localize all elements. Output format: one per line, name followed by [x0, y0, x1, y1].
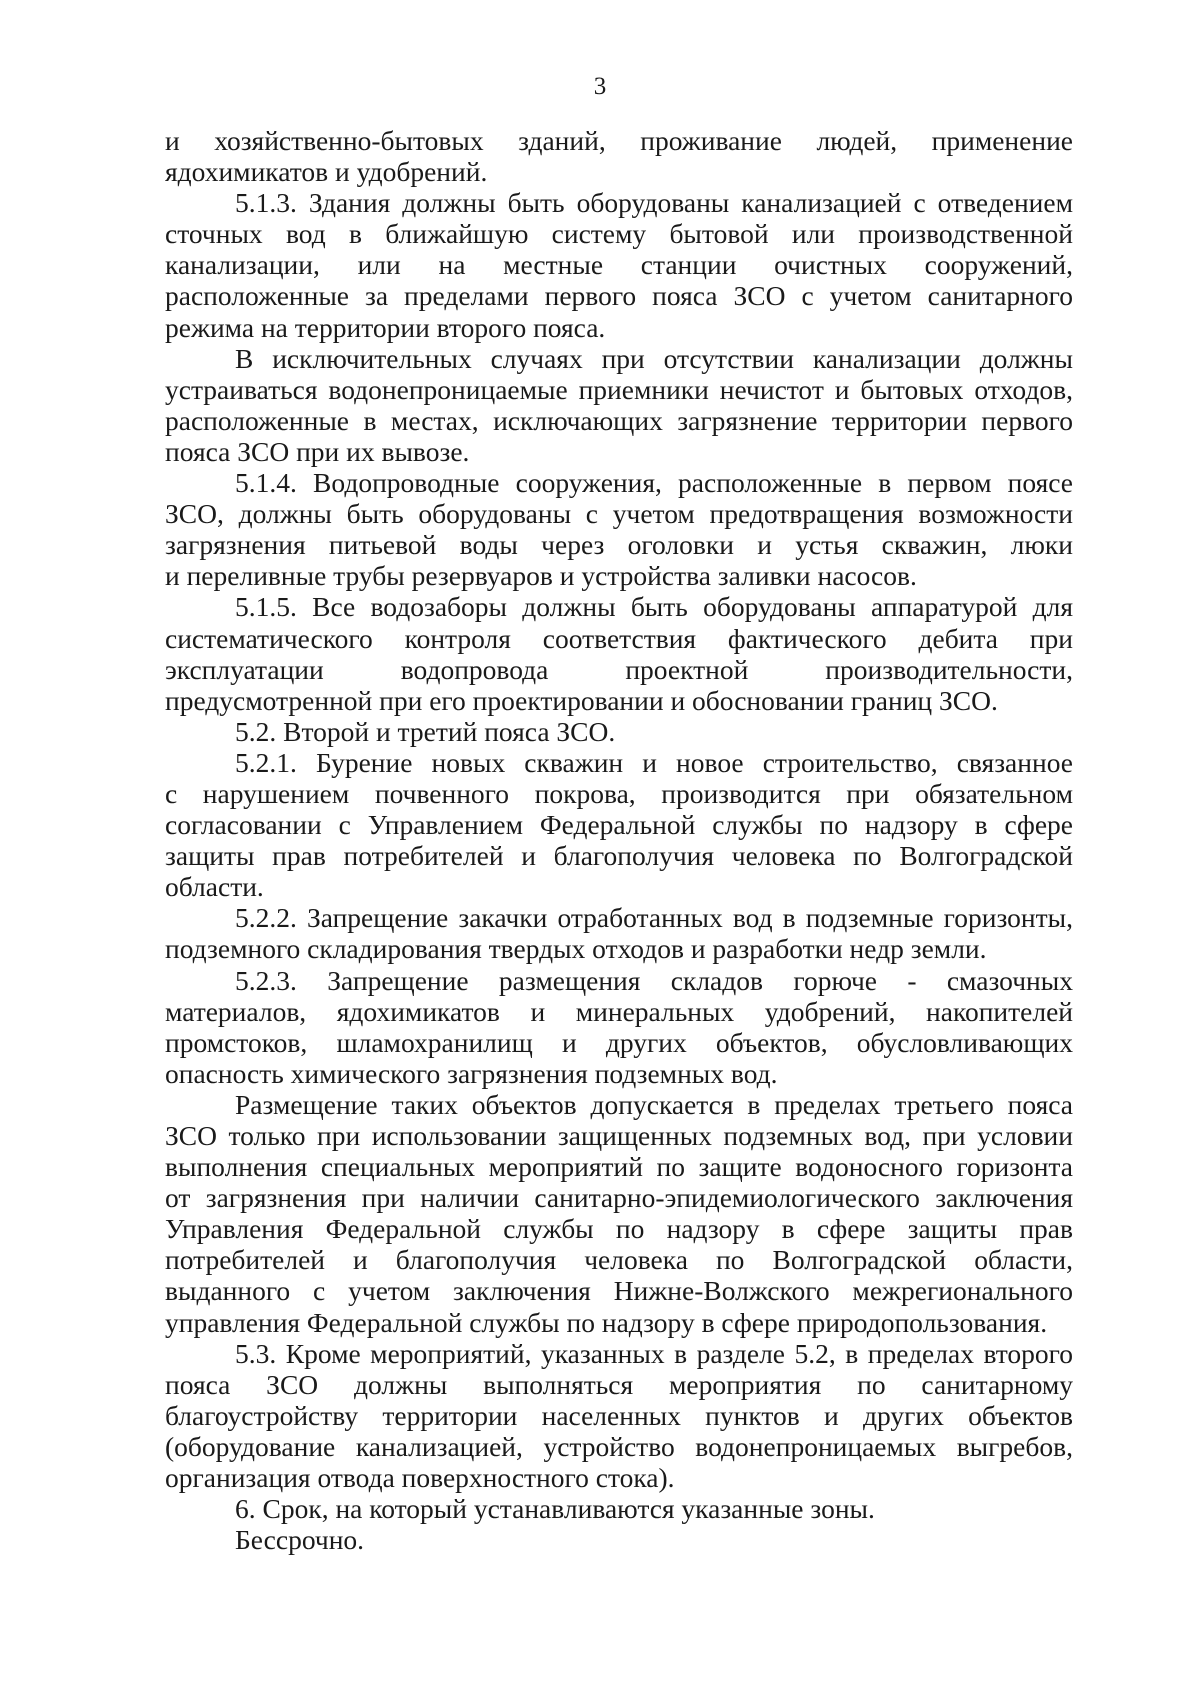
text-line: 5.2. Второй и третий пояса ЗСО.: [235, 715, 616, 747]
text-line: ядохимикатов и удобрений.: [165, 156, 488, 188]
text-line: расположенные в местах, исключающих загрязнение территории первого: [165, 404, 1073, 436]
text-line: от загрязнения при наличии санитарно-эпидемиологического заключения: [165, 1182, 1073, 1214]
text-line: предусмотренной при его проектировании и обосновании границ ЗСО.: [165, 684, 998, 716]
text-line: (оборудование канализацией, устройство водонепроницаемых выгребов,: [165, 1430, 1073, 1462]
text-line: управления Федеральной службы по надзору в сфере природопользования.: [165, 1306, 1048, 1338]
text-line: благоустройству территории населенных пунктов и других объектов: [165, 1399, 1073, 1431]
text-line: 5.3. Кроме мероприятий, указанных в разделе 5.2, в пределах второго: [235, 1337, 1073, 1369]
text-line: Управления Федеральной службы по надзору в сфере защиты прав: [165, 1213, 1073, 1245]
text-line: потребителей и благополучия человека по Волгоградской области,: [165, 1244, 1073, 1276]
text-line: ЗСО, должны быть оборудованы с учетом предотвращения возможности: [165, 498, 1073, 530]
text-line: выданного с учетом заключения Нижне-Волжского межрегионального: [165, 1275, 1073, 1307]
text-line: устраиваться водонепроницаемые приемники нечистот и бытовых отходов,: [165, 373, 1073, 405]
text-line: 5.2.2. Запрещение закачки отработанных вод в подземные горизонты,: [235, 902, 1073, 934]
text-line: режима на территории второго пояса.: [165, 311, 606, 343]
text-line: согласовании с Управлением Федеральной службы по надзору в сфере: [165, 809, 1073, 841]
text-line: промстоков, шламохранилищ и других объектов, обусловливающих: [165, 1026, 1073, 1058]
text-line: подземного складирования твердых отходов и разработки недр земли.: [165, 933, 987, 965]
text-line: защиты прав потребителей и благополучия человека по Волгоградской: [165, 840, 1073, 872]
text-line: ЗСО только при использовании защищенных подземных вод, при условии: [165, 1120, 1073, 1151]
document-body: [165, 125, 1073, 1555]
text-line: 5.2.3. Запрещение размещения складов горюче - смазочных: [235, 964, 1073, 996]
text-line: Размещение таких объектов допускается в пределах третьего пояса: [235, 1088, 1073, 1120]
text-line: материалов, ядохимикатов и минеральных удобрений, накопителей: [165, 995, 1073, 1027]
text-line: и переливные трубы резервуаров и устройства заливки насосов.: [165, 560, 917, 592]
text-line: сточных вод в ближайшую систему бытовой или производственной: [165, 218, 1073, 250]
text-line: В исключительных случаях при отсутствии канализации должны: [235, 342, 1073, 374]
page-number: 3: [593, 73, 607, 100]
text-line: опасность химического загрязнения подземных вод.: [165, 1057, 778, 1089]
text-line: 5.2.1. Бурение новых скважин и новое строительство, связанное: [235, 746, 1073, 778]
text-line: систематического контроля соответствия фактического дебита при: [165, 622, 1073, 654]
text-line: 5.1.3. Здания должны быть оборудованы канализацией с отведением: [235, 187, 1073, 219]
text-line: организация отвода поверхностного стока).: [165, 1462, 675, 1494]
text-line: 5.1.5. Все водозаборы должны быть оборудованы аппаратурой для: [235, 591, 1073, 623]
text-line: области.: [165, 871, 264, 903]
text-line: выполнения специальных мероприятий по защите водоносного горизонта: [165, 1151, 1073, 1183]
text-line: загрязнения питьевой воды через оголовки и устья скважин, люки: [165, 529, 1073, 561]
text-line: Бессрочно.: [235, 1524, 365, 1556]
text-line: пояса ЗСО должны выполняться мероприятия по санитарному: [165, 1368, 1073, 1400]
text-line: канализации, или на местные станции очистных сооружений,: [165, 249, 1073, 281]
text-line: с нарушением почвенного покрова, производится при обязательном: [165, 777, 1073, 809]
text-line: расположенные за пределами первого пояса ЗСО с учетом санитарного: [165, 280, 1073, 312]
text-line: 6. Срок, на который устанавливаются указанные зоны.: [235, 1493, 875, 1525]
text-line: 5.1.4. Водопроводные сооружения, расположенные в первом поясе: [235, 467, 1073, 499]
text-line: эксплуатации водопровода проектной производительности,: [165, 653, 1073, 685]
text-line: пояса ЗСО при их вывозе.: [165, 435, 470, 467]
text-line: и хозяйственно-бытовых зданий, проживание людей, применение: [165, 125, 1073, 156]
